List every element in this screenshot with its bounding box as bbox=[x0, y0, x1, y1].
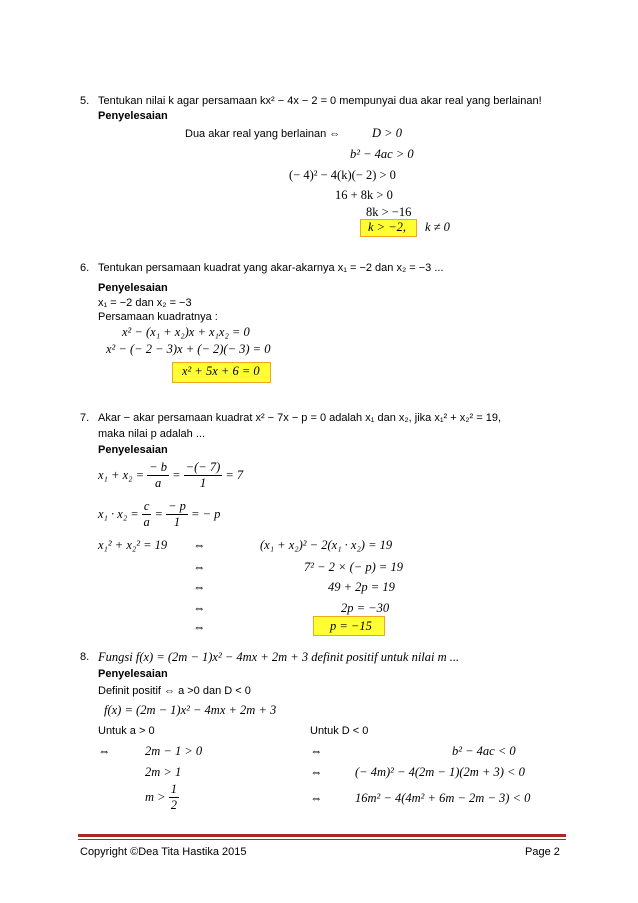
q7-answer: p = −15 bbox=[330, 619, 372, 633]
q6-heading: Penyelesaian bbox=[98, 282, 168, 294]
q7-sum-result: = 7 bbox=[225, 468, 244, 482]
q6-label: Persamaan kuadratnya : bbox=[98, 311, 218, 323]
q8-left-step3-num: 1 bbox=[170, 782, 177, 796]
q5-line4: 16 + 8k > 0 bbox=[335, 188, 393, 202]
q8-condition: Definit positif ⇔ a >0 dan D < 0 bbox=[98, 685, 251, 697]
q5-line5: 8k > −16 bbox=[366, 205, 412, 219]
q7-prod-result: = − p bbox=[191, 507, 221, 521]
q5-line1: D > 0 bbox=[372, 126, 402, 140]
q5-question: Tentukan nilai k agar persamaan kx² − 4x − 2 = 0 mempunyai dua akar real yang berlainan! bbox=[98, 95, 542, 107]
q7-prod-frac2-num: − p bbox=[168, 499, 186, 513]
q7-question-cont: maka nilai p adalah ... bbox=[98, 428, 206, 440]
q6-number: 6. bbox=[80, 262, 90, 274]
q5-label: Dua akar real yang berlainan ⇔ bbox=[185, 128, 341, 140]
q5-number: 5. bbox=[80, 95, 90, 107]
q8-left-step3-frac bbox=[169, 782, 179, 813]
q8-function: f(x) = (2m − 1)x² − 4mx + 2m + 3 bbox=[104, 703, 277, 717]
q8-left-title: Untuk a > 0 bbox=[98, 725, 155, 737]
q8-number: 8. bbox=[80, 651, 90, 663]
q7-iff-1: ⇔ bbox=[193, 538, 206, 552]
q7-iff-2: ⇔ bbox=[193, 560, 206, 574]
footer-copyright: Copyright ©Dea Tita Hastika 2015 bbox=[80, 846, 247, 858]
q6-roots: x₁ = −2 dan x₂ = −3 bbox=[98, 297, 192, 309]
q8-right-step2: (− 4m)² − 4(2m − 1)(2m + 3) < 0 bbox=[355, 765, 525, 779]
q7-sum-frac1 bbox=[147, 460, 169, 491]
q7-sum-row: x₁ + x₂ = $\frac{- b}{a}$ = $\frac{-(- 7)}{1}$ = 7 bbox=[98, 460, 244, 490]
q7-prod-frac2-den: 1 bbox=[173, 515, 181, 529]
q8-left-step3-lhs: m > bbox=[145, 790, 166, 804]
q8-heading: Penyelesaian bbox=[98, 668, 168, 680]
q5-line2: b² − 4ac > 0 bbox=[350, 147, 414, 161]
q8-left-step2: 2m > 1 bbox=[145, 765, 182, 779]
q7-step3: 49 + 2p = 19 bbox=[328, 580, 395, 594]
q7-prod-frac2 bbox=[166, 499, 188, 530]
q7-iff-3: ⇔ bbox=[193, 580, 206, 594]
footer-rule-thin bbox=[78, 839, 566, 840]
q8-left-iff: ⇔ bbox=[98, 744, 111, 758]
q7-prod-frac1 bbox=[142, 499, 152, 530]
q7-question: Akar − akar persamaan kuadrat x² − 7x − p = 0 adalah x₁ dan x₂, jika x₁² + x₂² = 19, bbox=[98, 412, 502, 424]
q7-prod-row: x₁ · x₂ = $\frac{c}{a}$ = $\frac{- p}{1}$ = − p bbox=[98, 499, 221, 529]
q5-heading: Penyelesaian bbox=[98, 110, 168, 122]
q5-answer-condition: k ≠ 0 bbox=[425, 220, 450, 234]
q7-sum-frac2-den: 1 bbox=[199, 476, 207, 490]
q7-iff-4: ⇔ bbox=[193, 601, 206, 615]
q7-heading: Penyelesaian bbox=[98, 444, 168, 456]
footer-page-number: Page 2 bbox=[525, 846, 560, 858]
q8-left-step3 bbox=[145, 782, 179, 813]
q5-line3: (− 4)² − 4(k)(− 2) > 0 bbox=[289, 168, 396, 182]
q8-left-step1: 2m − 1 > 0 bbox=[145, 744, 203, 758]
q8-right-iff-2: ⇔ bbox=[310, 765, 323, 779]
q8-right-iff-1: ⇔ bbox=[310, 744, 323, 758]
q8-right-iff-3: ⇔ bbox=[310, 791, 323, 805]
q8-right-title: Untuk D < 0 bbox=[310, 725, 369, 737]
q7-square-lhs: x₁² + x₂² = 19 bbox=[98, 538, 168, 552]
q7-prod-frac1-den: a bbox=[143, 515, 150, 529]
q8-right-step3: 16m² − 4(4m² + 6m − 2m − 3) < 0 bbox=[355, 791, 531, 805]
q7-step2: 7² − 2 × (− p) = 19 bbox=[304, 560, 403, 574]
q8-question: Fungsi f(x) = (2m − 1)x² − 4mx + 2m + 3 definit positif untuk nilai m ... bbox=[98, 650, 460, 664]
q7-sum-frac1-num: − b bbox=[149, 460, 167, 474]
q6-answer: x² + 5x + 6 = 0 bbox=[182, 364, 260, 378]
q6-line2: x² − (− 2 − 3)x + (− 2)(− 3) = 0 bbox=[106, 342, 271, 356]
q7-sum-frac2-num: −(− 7) bbox=[185, 460, 221, 474]
q7-number: 7. bbox=[80, 412, 90, 424]
q7-step1: (x₁ + x₂)² − 2(x₁ · x₂) = 19 bbox=[260, 538, 393, 552]
footer-rule-thick bbox=[78, 834, 566, 837]
q7-sum-lhs: x₁ + x₂ = bbox=[98, 468, 145, 482]
q7-prod-frac1-num: c bbox=[143, 499, 150, 513]
q6-line1: x² − (x₁ + x₂)x + x₁x₂ = 0 bbox=[122, 325, 250, 339]
q7-prod-lhs: x₁ · x₂ = bbox=[98, 507, 139, 521]
q7-iff-5: ⇔ bbox=[193, 620, 206, 634]
q7-sum-frac1-den: a bbox=[154, 476, 162, 490]
q8-left-step3-den: 2 bbox=[170, 798, 177, 812]
q8-right-step1: b² − 4ac < 0 bbox=[452, 744, 516, 758]
q5-answer: k > −2, bbox=[368, 220, 407, 234]
q7-step4: 2p = −30 bbox=[341, 601, 390, 615]
q6-question: Tentukan persamaan kuadrat yang akar-akarnya x₁ = −2 dan x₂ = −3 ... bbox=[98, 262, 444, 274]
q7-sum-frac2 bbox=[184, 460, 223, 491]
